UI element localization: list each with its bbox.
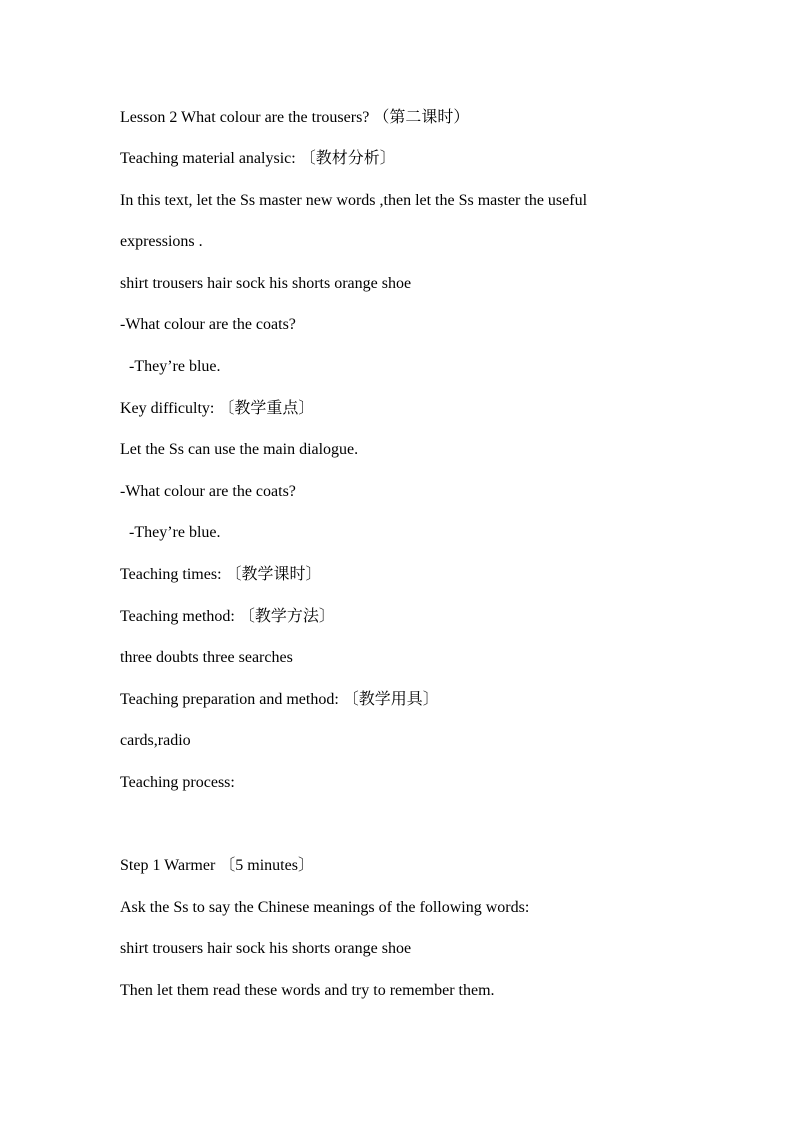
dialogue-question: -What colour are the coats? <box>120 316 296 333</box>
dialogue-answer: -They’re blue. <box>129 358 221 375</box>
teaching-method-heading: Teaching method: 〔教学方法〕 <box>120 608 335 625</box>
dialogue-answer-2: -They’re blue. <box>129 524 221 541</box>
teaching-process-heading: Teaching process: <box>120 774 235 791</box>
material-text-line-1: In this text, let the Ss master new words ,then let the Ss master the useful <box>120 192 588 209</box>
dialogue-question-2: -What colour are the coats? <box>120 483 296 500</box>
teaching-preparation-text: cards,radio <box>120 732 191 749</box>
key-difficulty-heading: Key difficulty: 〔教学重点〕 <box>120 400 315 417</box>
teaching-times-heading: Teaching times: 〔教学课时〕 <box>120 566 322 583</box>
vocabulary-list: shirt trousers hair sock his shorts orange shoe <box>120 275 412 292</box>
key-difficulty-text: Let the Ss can use the main dialogue. <box>120 441 359 458</box>
step-1-followup: Then let them read these words and try to remember them. <box>120 982 495 999</box>
step-1-instruction: Ask the Ss to say the Chinese meanings of the following words: <box>120 899 530 916</box>
lesson-title: Lesson 2 What colour are the trousers? （第二课时） <box>120 109 470 126</box>
step-1-vocabulary: shirt trousers hair sock his shorts orange shoe <box>120 940 412 957</box>
teaching-preparation-heading: Teaching preparation and method: 〔教学用具〕 <box>120 691 439 708</box>
step-1-heading: Step 1 Warmer 〔5 minutes〕 <box>120 857 314 874</box>
teaching-material-heading: Teaching material analysic: 〔教材分析〕 <box>120 150 396 167</box>
teaching-method-text: three doubts three searches <box>120 649 293 666</box>
material-text-line-2: expressions . <box>120 233 203 250</box>
